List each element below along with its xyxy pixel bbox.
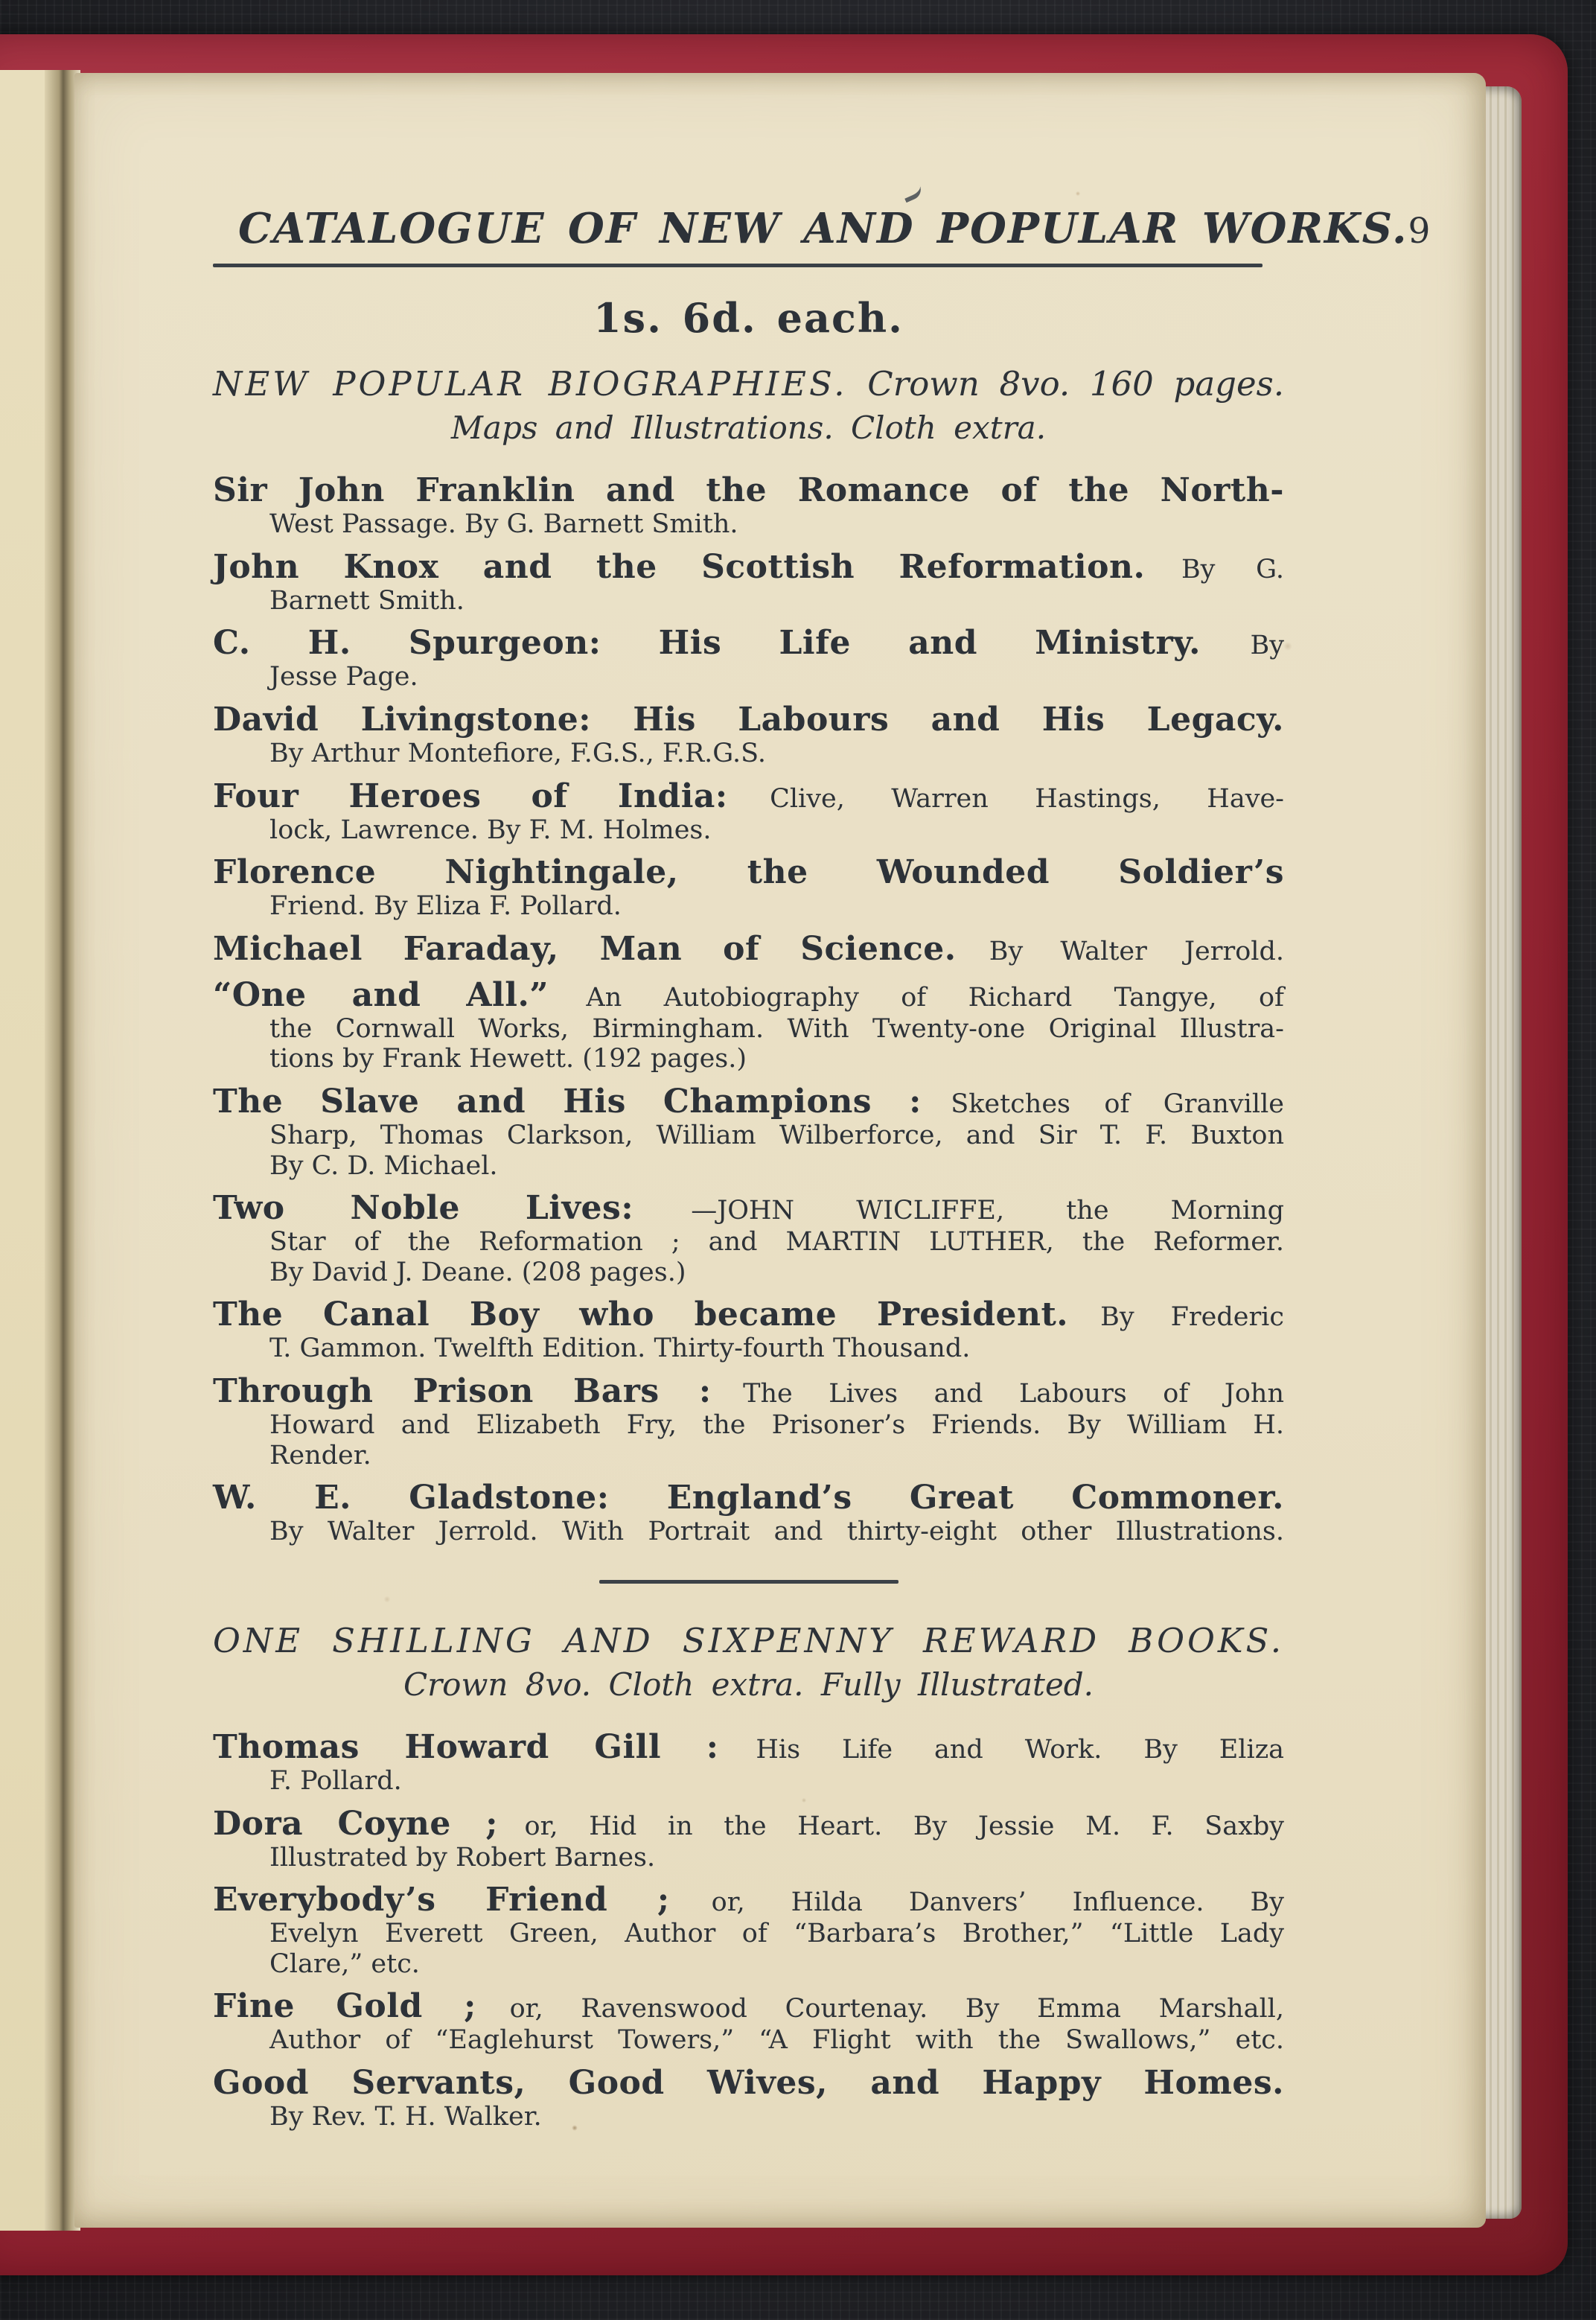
catalog-entry — [213, 1296, 1284, 1364]
entry-line — [213, 624, 1284, 662]
entry-detail-text: or, Hid in the Heart. By Jessie M. F. Saxby — [524, 1811, 1284, 1841]
entry-line — [213, 2025, 1284, 2056]
entry-line — [213, 1227, 1284, 1258]
entry-detail-text: tions by Frank Hewett. (192 pages.) — [269, 1044, 747, 1074]
entry-line — [213, 1949, 1284, 1980]
catalog-entry — [213, 1805, 1284, 1873]
entry-title-text: The Slave and His Champions : — [213, 1083, 922, 1121]
entry-detail-text: By — [1250, 631, 1284, 661]
facing-page-edge — [0, 70, 49, 2231]
entry-line — [213, 1333, 1284, 1364]
entry-line — [213, 891, 1284, 922]
entry-detail-text: Evelyn Everett Green, Author of “Barbara’s Brother,” “Little Lady — [269, 1919, 1284, 1949]
catalog-entry — [213, 976, 1284, 1074]
entry-list — [213, 471, 1284, 1547]
section-heading-line2: Maps and Illustrations. Cloth extra. — [450, 409, 1047, 446]
entry-title-text: Everybody’s Friend ; — [213, 1881, 670, 1919]
entry-title-text: Through Prison Bars : — [213, 1372, 712, 1411]
section-heading-caps: ONE SHILLING AND SIXPENNY REWARD BOOKS. — [213, 1620, 1284, 1660]
catalog-entry — [213, 1987, 1284, 2056]
entry-detail-text: Render. — [269, 1440, 371, 1470]
entry-detail-text: By C. D. Michael. — [269, 1150, 498, 1181]
entry-line — [213, 1919, 1284, 1949]
catalog-entry — [213, 1083, 1284, 1181]
entry-line — [213, 586, 1284, 616]
entry-detail-text: West Passage. By G. Barnett Smith. — [269, 509, 738, 540]
entry-detail-text: Star of the Reformation ; and MARTIN LUTHER, the Reformer. — [269, 1227, 1284, 1258]
running-title: CATALOGUE OF NEW AND POPULAR WORKS. — [238, 204, 1408, 253]
catalog-entry — [213, 471, 1284, 540]
entry-detail-text: F. Pollard. — [269, 1765, 402, 1796]
entry-title-text: Thomas Howard Gill : — [213, 1727, 719, 1766]
entry-line — [213, 853, 1284, 891]
entry-line — [213, 471, 1284, 509]
entry-line — [213, 1044, 1284, 1074]
catalog-entry — [213, 1479, 1284, 1547]
catalog-entry — [213, 1189, 1284, 1287]
entry-line — [213, 930, 1284, 968]
entry-detail-text: His Life and Work. By Eliza — [756, 1734, 1285, 1765]
entry-detail-text: By Rev. T. H. Walker. — [269, 2102, 542, 2132]
entry-line — [213, 2064, 1284, 2102]
catalog-entry — [213, 930, 1284, 968]
entry-line — [213, 815, 1284, 846]
section-heading-detail: Crown 8vo. 160 pages. — [867, 364, 1285, 404]
entry-title-text: “One and All.” — [213, 975, 549, 1014]
entry-detail-text: T. Gammon. Twelfth Edition. Thirty-fourth Thousand. — [269, 1333, 971, 1364]
section-new-popular-biographies — [213, 364, 1284, 1547]
entry-line — [213, 1372, 1284, 1410]
entry-detail-text: Howard and Elizabeth Fry, the Prisoner’s Friends. By William H. — [269, 1410, 1284, 1441]
catalog-entry — [213, 1728, 1284, 1797]
entry-detail-text: or, Ravenswood Courtenay. By Emma Marshall, — [509, 1994, 1284, 2024]
price-heading: 1s. 6d. each. — [593, 294, 904, 342]
entry-title-text: Sir John Franklin and the Romance of the North- — [213, 471, 1284, 509]
entry-line — [213, 1296, 1284, 1333]
entry-line — [213, 662, 1284, 692]
catalog-entry — [213, 624, 1284, 692]
entry-line — [213, 777, 1284, 815]
entry-title-text: Four Heroes of India: — [213, 777, 728, 815]
page-number: 9 — [1408, 211, 1431, 252]
entry-detail-text: An Autobiography of Richard Tangye, of — [586, 982, 1285, 1013]
book-page — [74, 73, 1486, 2228]
entry-line — [213, 1441, 1284, 1471]
entry-list — [213, 1728, 1284, 2132]
entry-line — [213, 1843, 1284, 1873]
section-heading-line2: Crown 8vo. Cloth extra. Fully Illustrated. — [403, 1666, 1094, 1703]
entry-line — [213, 1728, 1284, 1766]
entry-title-text: Florence Nightingale, the Wounded Soldier’s — [213, 853, 1284, 892]
entry-line — [213, 701, 1284, 739]
entry-detail-text: Jesse Page. — [269, 662, 418, 692]
entry-line — [213, 1766, 1284, 1797]
entry-detail-text: By Frederic — [1100, 1302, 1284, 1333]
entry-detail-text: By David J. Deane. (208 pages.) — [269, 1257, 686, 1287]
entry-line — [213, 548, 1284, 586]
entry-detail-text: or, Hilda Danvers’ Influence. By — [711, 1887, 1284, 1918]
entry-title-text: Fine Gold ; — [213, 1987, 476, 2026]
section-heading-caps: NEW POPULAR BIOGRAPHIES. — [213, 364, 848, 404]
entry-detail-text: Barnett Smith. — [269, 585, 465, 616]
header-rule — [213, 264, 1263, 267]
entry-title-text: David Livingstone: His Labours and His Legacy. — [213, 700, 1284, 739]
entry-title-text: Good Servants, Good Wives, and Happy Homes. — [213, 2064, 1284, 2102]
entry-detail-text: Friend. By Eliza F. Pollard. — [269, 891, 622, 922]
entry-line — [213, 1014, 1284, 1045]
entry-line — [213, 2102, 1284, 2132]
entry-detail-text: the Cornwall Works, Birmingham. With Twenty-one Original Illustra- — [269, 1013, 1284, 1044]
section-heading — [213, 1621, 1284, 1660]
entry-detail-text: Illustrated by Robert Barnes. — [269, 1842, 656, 1873]
section-shilling-sixpenny-reward-books — [213, 1621, 1284, 2132]
entry-detail-text: The Lives and Labours of John — [743, 1379, 1284, 1409]
entry-line — [213, 1121, 1284, 1151]
entry-line — [213, 1881, 1284, 1919]
catalog-entry — [213, 701, 1284, 769]
entry-line — [213, 1258, 1284, 1288]
entry-title-text: Dora Coyne ; — [213, 1804, 498, 1843]
entry-detail-text: Sketches of Granville — [951, 1089, 1284, 1119]
entry-detail-text: By Walter Jerrold. — [989, 936, 1285, 966]
entry-detail-text: By Walter Jerrold. With Portrait and thirty-eight other Illustrations. — [269, 1517, 1284, 1547]
entry-line — [213, 1151, 1284, 1182]
entry-line — [213, 1805, 1284, 1843]
section-heading — [213, 364, 1284, 404]
entry-line — [213, 739, 1284, 769]
entry-line — [213, 1987, 1284, 2025]
section-divider — [599, 1580, 898, 1584]
entry-line — [213, 509, 1284, 540]
entry-detail-text: Sharp, Thomas Clarkson, William Wilberforce, and Sir T. F. Buxton — [269, 1121, 1284, 1151]
catalog-entry — [213, 1372, 1284, 1470]
page-content — [74, 73, 1486, 2132]
entry-line — [213, 1410, 1284, 1441]
catalog-entry — [213, 853, 1284, 922]
catalog-entry — [213, 777, 1284, 846]
entry-line — [213, 1189, 1284, 1227]
entry-line — [213, 1517, 1284, 1547]
entry-line — [213, 976, 1284, 1014]
entry-title-text: John Knox and the Scottish Reformation. — [213, 547, 1146, 586]
catalog-entry — [213, 2064, 1284, 2132]
catalog-entry — [213, 548, 1284, 616]
entry-detail-text: By G. — [1181, 554, 1284, 584]
entry-line — [213, 1083, 1284, 1121]
entry-title-text: W. E. Gladstone: England’s Great Commoner. — [213, 1479, 1284, 1517]
entry-detail-text: Clive, Warren Hastings, Have- — [770, 783, 1285, 814]
entry-detail-text: —JOHN WICLIFFE, the Morning — [691, 1196, 1285, 1226]
entry-detail-text: Clare,” etc. — [269, 1948, 420, 1979]
entry-title-text: Two Noble Lives: — [213, 1189, 634, 1228]
entry-detail-text: By Arthur Montefiore, F.G.S., F.R.G.S. — [269, 738, 766, 768]
catalog-entry — [213, 1881, 1284, 1979]
entry-title-text: C. H. Spurgeon: His Life and Ministry. — [213, 624, 1201, 663]
entry-detail-text: Author of “Eaglehurst Towers,” “A Flight with the Swallows,” etc. — [269, 2025, 1284, 2056]
entry-title-text: Michael Faraday, Man of Science. — [213, 929, 957, 968]
entry-title-text: The Canal Boy who became President. — [213, 1296, 1069, 1334]
page-header — [213, 204, 1431, 253]
catalog-sections — [213, 364, 1284, 2132]
entry-line — [213, 1479, 1284, 1517]
entry-detail-text: lock, Lawrence. By F. M. Holmes. — [269, 815, 712, 845]
